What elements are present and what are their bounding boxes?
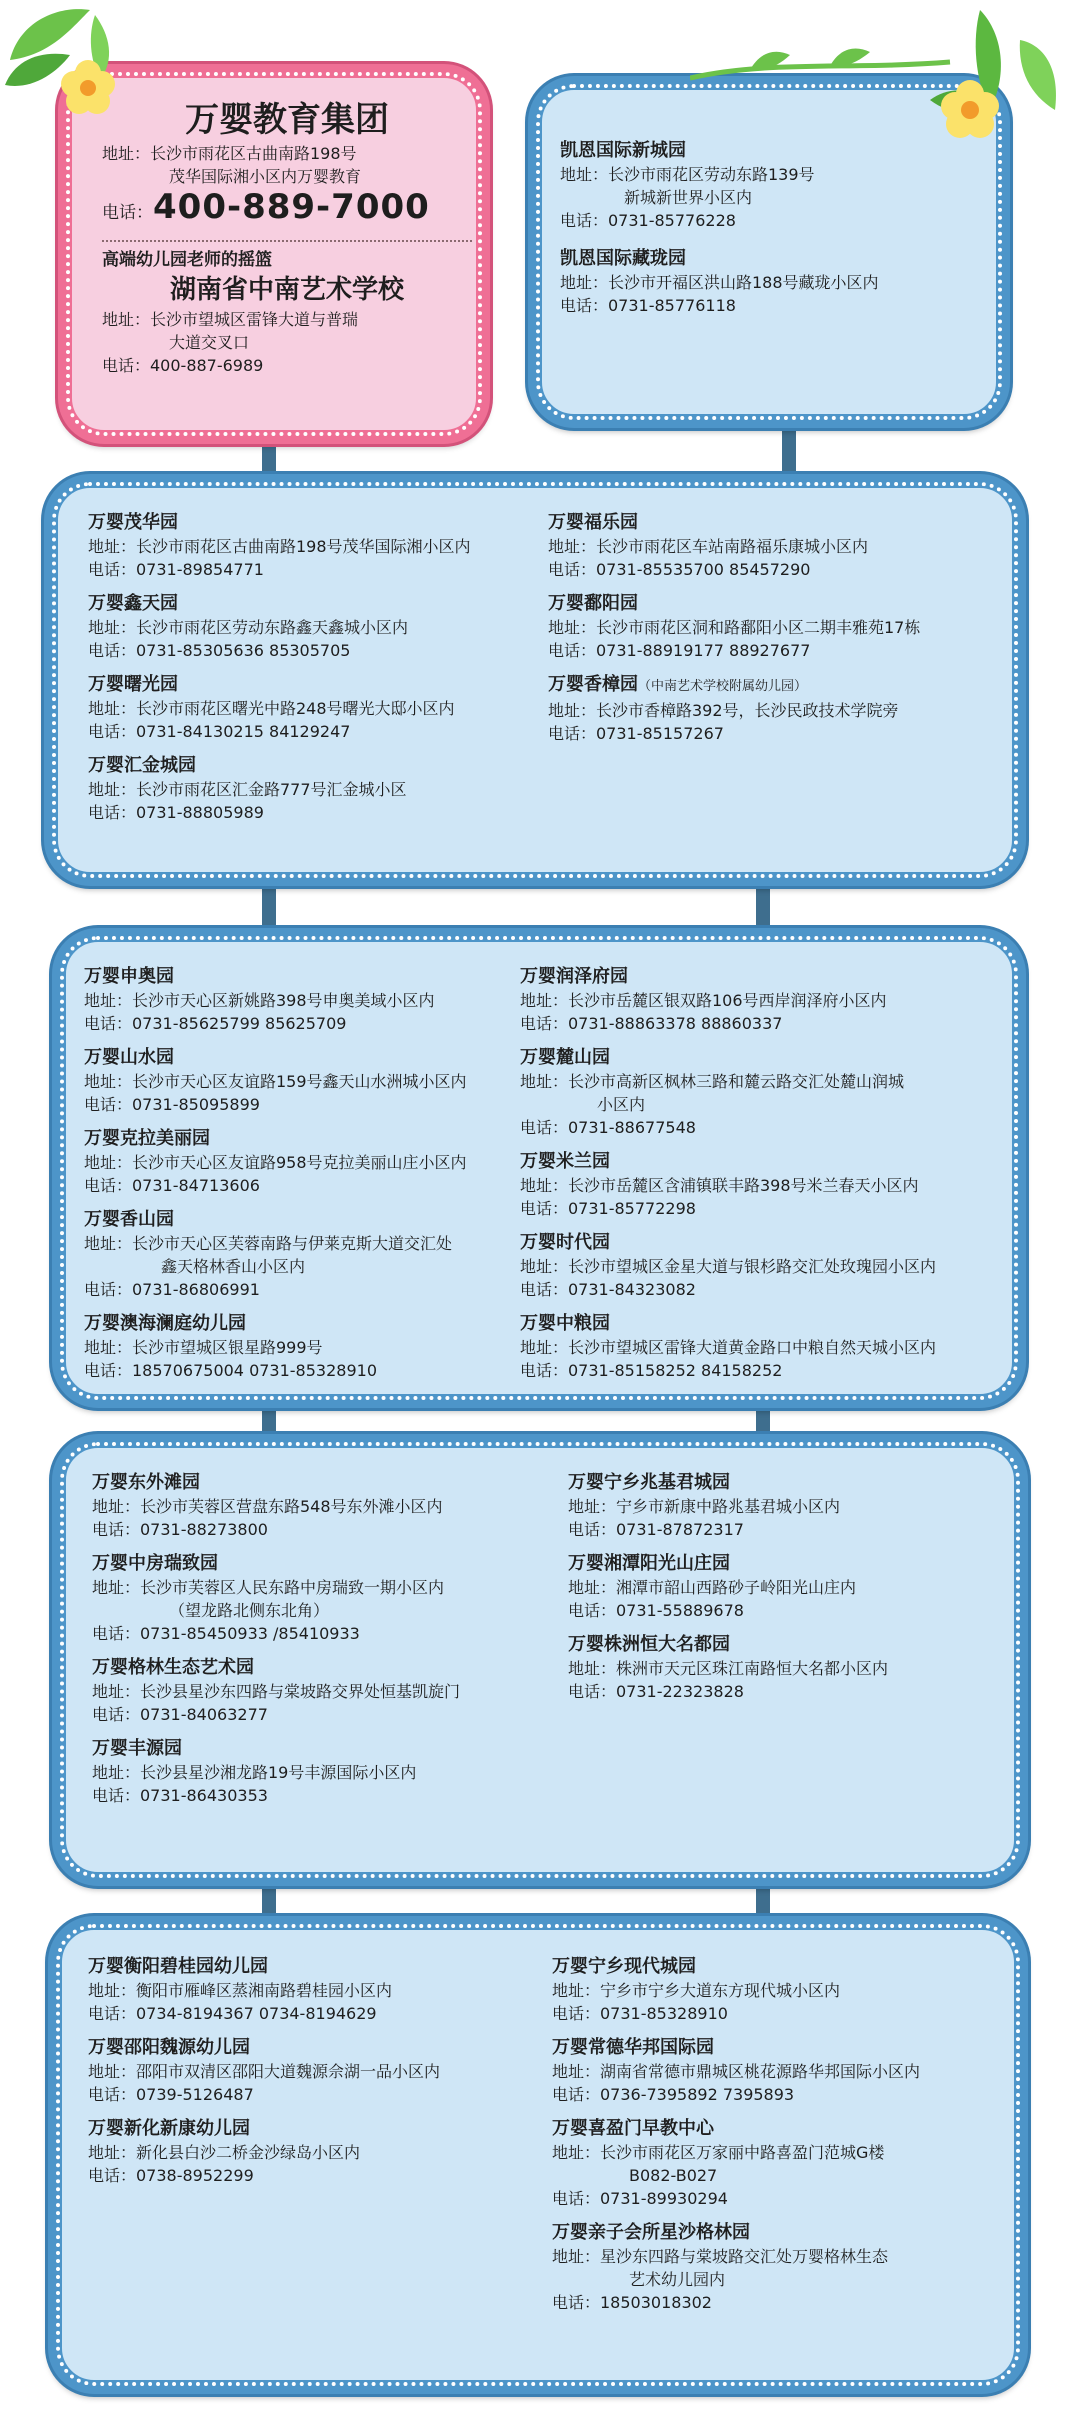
kindergarten-name (88, 2116, 548, 2141)
address: 地址：长沙市雨花区车站南路福乐康城小区内 (548, 537, 869, 556)
name-text: 万婴汇金城园 (88, 755, 196, 776)
phone: 电话：0731-88805989 (88, 803, 264, 822)
name-text: 万婴麓山园 (520, 1047, 610, 1068)
kindergarten-name (88, 2035, 548, 2060)
kindergarten-name (520, 1311, 1010, 1336)
address: 地址：长沙市雨花区洞和路鄱阳小区二期丰雅苑17栋 (548, 618, 921, 637)
kindergarten-name (84, 1311, 524, 1336)
name-text: 万婴润泽府园 (520, 966, 628, 987)
phone: 电话：0731-84323082 (520, 1280, 696, 1299)
kindergarten-name (84, 1207, 524, 1232)
address: 地址：长沙市芙蓉区人民东路中房瑞致一期小区内 (92, 1578, 445, 1597)
phone: 电话：0731-89930294 (552, 2189, 728, 2208)
school-address: 地址：长沙市望城区雷锋大道与普瑞 (102, 310, 359, 329)
name-text: 万婴时代园 (520, 1232, 610, 1253)
board-c-left (92, 1470, 572, 1817)
kindergarten-name (548, 510, 1018, 535)
kindergarten-name (88, 591, 548, 616)
board-b-right (520, 964, 1010, 1392)
name-text: 万婴宁乡兆基君城园 (568, 1472, 730, 1493)
list-item (520, 1045, 1010, 1139)
kindergarten-name (92, 1736, 572, 1761)
name-text: 万婴香樟园 (548, 674, 638, 695)
address: 地址：湖南省常德市鼎城区桃花源路华邦国际小区内 (552, 2062, 921, 2081)
list-item (520, 1311, 1010, 1382)
phone: 电话：0731-85625799 85625709 (84, 1014, 347, 1033)
name-text: 万婴格林生态艺术园 (92, 1657, 254, 1678)
kindergarten-name (88, 510, 548, 535)
address: 地址：长沙县星沙湘龙路19号丰源国际小区内 (92, 1763, 417, 1782)
address: 地址：长沙市望城区银星路999号 (84, 1338, 323, 1357)
kindergarten-name (552, 1954, 1022, 1979)
phone: 电话：0731-55889678 (568, 1601, 744, 1620)
address: 小区内 (597, 1095, 646, 1114)
kindergarten-name (88, 672, 548, 697)
address: （望龙路北侧东北角） (169, 1601, 330, 1620)
name-text: 万婴米兰园 (520, 1151, 610, 1172)
kindergarten-name (568, 1632, 998, 1657)
kindergarten-name (88, 753, 548, 778)
phone: 电话：0731-84713606 (84, 1176, 260, 1195)
phone: 电话：0731-85772298 (520, 1199, 696, 1218)
list-item (88, 753, 548, 824)
kindergarten-name (92, 1655, 572, 1680)
address: 地址：长沙市望城区雷锋大道黄金路口中粮自然天城小区内 (520, 1338, 937, 1357)
list-item (92, 1736, 572, 1807)
address-2: 新城新世界小区内 (624, 188, 753, 207)
phone: 电话：0731-85776228 (560, 211, 736, 230)
phone: 电话：0731-85535700 85457290 (548, 560, 811, 579)
divider (102, 240, 472, 242)
address: 地址：长沙市天心区友谊路159号鑫天山水洲城小区内 (84, 1072, 467, 1091)
phone: 电话：0731-85157267 (548, 724, 724, 743)
list-item (88, 672, 548, 743)
name-text: 万婴株洲恒大名都园 (568, 1634, 730, 1655)
kindergarten-name (548, 672, 1018, 699)
kaien-list (560, 138, 990, 327)
kindergarten-name (568, 1470, 998, 1495)
kindergarten-name (552, 2220, 1022, 2245)
name-text: 万婴常德华邦国际园 (552, 2037, 714, 2058)
board-a-right (548, 510, 1018, 755)
address: 地址：长沙市芙蓉区营盘东路548号东外滩小区内 (92, 1497, 443, 1516)
list-item (548, 672, 1018, 745)
list-item (520, 1230, 1010, 1301)
phone: 电话：0731-84063277 (92, 1705, 268, 1724)
phone: 电话：0734-8194367 0734-8194629 (88, 2004, 377, 2023)
name-text: 万婴宁乡现代城园 (552, 1956, 696, 1977)
phone: 电话：0731-89854771 (88, 560, 264, 579)
list-item (88, 1954, 548, 2025)
list-item (84, 964, 524, 1035)
name-text: 万婴新化新康幼儿园 (88, 2118, 250, 2139)
name-text: 万婴福乐园 (548, 512, 638, 533)
phone-label: 电话： (102, 203, 153, 223)
name-text: 万婴鄱阳园 (548, 593, 638, 614)
phone: 电话：18570675004 0731-85328910 (84, 1361, 377, 1380)
list-item (552, 2035, 1022, 2106)
group-phone: 400-889-7000 (153, 187, 430, 227)
phone: 电话：0731-87872317 (568, 1520, 744, 1539)
address: 地址：长沙市天心区友谊路958号克拉美丽山庄小区内 (84, 1153, 467, 1172)
phone: 电话：18503018302 (552, 2293, 712, 2312)
name-text: 万婴澳海澜庭幼儿园 (84, 1313, 246, 1334)
group-title: 万婴教育集团 (185, 100, 389, 140)
kindergarten-name (84, 1126, 524, 1151)
name-text: 万婴衡阳碧桂园幼儿园 (88, 1956, 268, 1977)
kindergarten-name (84, 1045, 524, 1070)
name-text: 万婴曙光园 (88, 674, 178, 695)
address: 地址：新化县白沙二桥金沙绿岛小区内 (88, 2143, 361, 2162)
list-item (552, 1954, 1022, 2025)
address: B082-B027 (629, 2166, 718, 2185)
group-address: 地址：长沙市雨花区古曲南路198号 (102, 144, 357, 163)
list-item (92, 1470, 572, 1541)
name-text: 万婴香山园 (84, 1209, 174, 1230)
board-c-right (568, 1470, 998, 1713)
address: 地址：长沙市望城区金星大道与银杉路交汇处玫瑰园小区内 (520, 1257, 937, 1276)
address: 地址：长沙市香樟路392号，长沙民政技术学院旁 (548, 701, 899, 720)
name-text: 万婴喜盈门早教中心 (552, 2118, 714, 2139)
address: 地址：长沙市雨花区曙光中路248号曙光大邸小区内 (88, 699, 455, 718)
address: 地址：长沙市天心区芙蓉南路与伊莱克斯大道交汇处 (84, 1234, 453, 1253)
list-item (520, 1149, 1010, 1220)
name-note: （中南艺术学校附属幼儿园） (638, 679, 808, 694)
slogan: 高端幼儿园老师的摇篮 (102, 250, 272, 270)
phone: 电话：0731-85305636 85305705 (88, 641, 351, 660)
list-item (568, 1632, 998, 1703)
phone: 电话：0731-22323828 (568, 1682, 744, 1701)
address: 地址：长沙市开福区洪山路188号藏珑小区内 (560, 273, 879, 292)
kindergarten-name (520, 1045, 1010, 1070)
board-d-right (552, 1954, 1022, 2324)
name-text: 万婴丰源园 (92, 1738, 182, 1759)
list-item (552, 2116, 1022, 2210)
address: 地址：长沙市岳麓区银双路106号西岸润泽府小区内 (520, 991, 887, 1010)
board-b-left (84, 964, 524, 1392)
board-d-left (88, 1954, 548, 2197)
address: 地址：宁乡市新康中路兆基君城小区内 (568, 1497, 841, 1516)
kindergarten-name (568, 1551, 998, 1576)
phone: 电话：0736-7395892 7395893 (552, 2085, 795, 2104)
kindergarten-name (92, 1470, 572, 1495)
kindergarten-name (92, 1551, 572, 1576)
address: 艺术幼儿园内 (629, 2270, 726, 2289)
list-item (84, 1126, 524, 1197)
board-a-left (88, 510, 548, 834)
name-text: 万婴申奥园 (84, 966, 174, 987)
kindergarten-name (552, 2116, 1022, 2141)
list-item (548, 591, 1018, 662)
address: 地址：星沙东四路与棠坡路交汇处万婴格林生态 (552, 2247, 889, 2266)
list-item (520, 964, 1010, 1035)
list-item (552, 2220, 1022, 2314)
post (782, 420, 796, 480)
address: 地址：衡阳市雁峰区蒸湘南路碧桂园小区内 (88, 1981, 393, 2000)
name-text: 万婴克拉美丽园 (84, 1128, 210, 1149)
phone: 电话：0731-86806991 (84, 1280, 260, 1299)
name-text: 万婴茂华园 (88, 512, 178, 533)
list-item (560, 246, 990, 317)
group-phone-row (102, 188, 472, 232)
kindergarten-name: 凯恩国际藏珑园 (560, 248, 686, 269)
name-text: 万婴中粮园 (520, 1313, 610, 1334)
flower-leaf-icon (0, 0, 150, 130)
phone: 电话：0739-5126487 (88, 2085, 254, 2104)
list-item (568, 1551, 998, 1622)
list-item (92, 1551, 572, 1645)
phone: 电话：0731-85776118 (560, 296, 736, 315)
address: 地址：长沙市雨花区万家丽中路喜盈门范城G楼 (552, 2143, 885, 2162)
group-address-2: 茂华国际湘小区内万婴教育 (169, 167, 362, 186)
address: 地址：株洲市天元区珠江南路恒大名都小区内 (568, 1659, 889, 1678)
address: 地址：湘潭市韶山西路砂子岭阳光山庄内 (568, 1578, 857, 1597)
phone: 电话：0731-88273800 (92, 1520, 268, 1539)
address: 地址：长沙市天心区新姚路398号申奥美域小区内 (84, 991, 435, 1010)
address: 地址：长沙市雨花区劳动东路139号 (560, 165, 815, 184)
phone: 电话：0731-88677548 (520, 1118, 696, 1137)
address: 地址：长沙市雨花区汇金路777号汇金城小区 (88, 780, 407, 799)
address: 地址：长沙市岳麓区含浦镇联丰路398号米兰春天小区内 (520, 1176, 919, 1195)
kindergarten-name (88, 1954, 548, 1979)
list-item (84, 1311, 524, 1382)
phone: 电话：0731-85095899 (84, 1095, 260, 1114)
name-text: 万婴东外滩园 (92, 1472, 200, 1493)
list-item (568, 1470, 998, 1541)
name-text: 万婴亲子会所星沙格林园 (552, 2222, 750, 2243)
kindergarten-name (520, 1149, 1010, 1174)
list-item (88, 2116, 548, 2187)
address: 地址：长沙市雨花区劳动东路鑫天鑫城小区内 (88, 618, 409, 637)
kindergarten-name (548, 591, 1018, 616)
list-item (92, 1655, 572, 1726)
flower-vine-icon (690, 0, 1079, 160)
name-text: 万婴邵阳魏源幼儿园 (88, 2037, 250, 2058)
phone: 电话：0738-8952299 (88, 2166, 254, 2185)
kindergarten-name (520, 964, 1010, 989)
address: 地址：宁乡市宁乡大道东方现代城小区内 (552, 1981, 841, 2000)
address: 地址：长沙县星沙东四路与棠坡路交界处恒基凯旋门 (92, 1682, 461, 1701)
kindergarten-name (520, 1230, 1010, 1255)
list-item (88, 2035, 548, 2106)
list-item (88, 510, 548, 581)
name-text: 万婴中房瑞致园 (92, 1553, 218, 1574)
phone: 电话：0731-86430353 (92, 1786, 268, 1805)
school-phone: 电话：400-887-6989 (102, 356, 264, 375)
name-text: 万婴山水园 (84, 1047, 174, 1068)
list-item (84, 1207, 524, 1301)
address: 鑫天格林香山小区内 (161, 1257, 306, 1276)
phone: 电话：0731-85158252 84158252 (520, 1361, 783, 1380)
address: 地址：邵阳市双清区邵阳大道魏源佘湖一品小区内 (88, 2062, 441, 2081)
phone: 电话：0731-88919177 88927677 (548, 641, 811, 660)
kindergarten-name (552, 2035, 1022, 2060)
name-text: 万婴湘潭阳光山庄园 (568, 1553, 730, 1574)
phone: 电话：0731-84130215 84129247 (88, 722, 351, 741)
name-text: 万婴鑫天园 (88, 593, 178, 614)
address: 地址：长沙市高新区枫林三路和麓云路交汇处麓山润城 (520, 1072, 905, 1091)
list-item (88, 591, 548, 662)
list-item (548, 510, 1018, 581)
kindergarten-name (84, 964, 524, 989)
address: 地址：长沙市雨花区古曲南路198号茂华国际湘小区内 (88, 537, 471, 556)
school-name: 湖南省中南艺术学校 (169, 275, 404, 305)
phone: 电话：0731-85328910 (552, 2004, 728, 2023)
kindergarten-name: 凯恩国际新城园 (560, 140, 686, 161)
phone: 电话：0731-85450933 /85410933 (92, 1624, 360, 1643)
phone: 电话：0731-88863378 88860337 (520, 1014, 783, 1033)
school-address-2: 大道交叉口 (169, 333, 250, 352)
list-item (84, 1045, 524, 1116)
group-info (102, 98, 472, 377)
